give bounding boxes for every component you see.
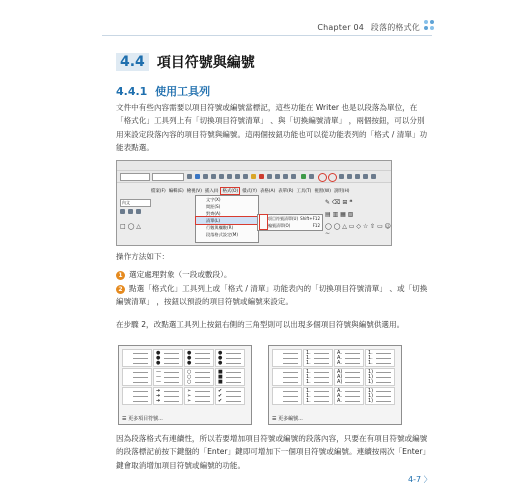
palette-option-none: [272, 387, 302, 405]
list-marker: A): [337, 374, 343, 380]
menu-view: 檢視(V): [186, 189, 202, 194]
list-marker: ■: [218, 369, 223, 375]
palette-option: [334, 387, 364, 405]
menu-file: 檔案(F): [151, 189, 166, 194]
palette-option: [303, 368, 333, 386]
dropdown-paragraph: 在步驟 2，改點選工具列上按鈕右側的三角型則可以出現多個項目符號與編號供選用。: [116, 320, 405, 329]
list-marker: ●: [218, 360, 223, 366]
step-number: 2: [116, 285, 125, 294]
step-number: 1: [116, 271, 125, 280]
list-marker: 1.: [368, 350, 373, 356]
palette-option: [365, 349, 395, 367]
menu-window: 視窗(W): [314, 189, 331, 194]
list-marker: 1): [368, 369, 374, 375]
toolbar-screenshot: [116, 160, 392, 246]
menu-edit: 編輯(E): [168, 189, 184, 194]
palette-option: [184, 368, 214, 386]
bullet-toggle-highlight: [318, 173, 327, 182]
palette-option: [215, 368, 245, 386]
list-marker: ○: [187, 369, 192, 375]
list-marker: 1.: [306, 379, 311, 385]
list-marker: 1): [368, 388, 374, 394]
list-marker: 1.: [306, 350, 311, 356]
list-marker: ●: [156, 350, 161, 356]
section-heading: [116, 52, 255, 72]
palette-option-none: [122, 349, 152, 367]
palette-option: [153, 368, 183, 386]
list-marker: ○: [187, 374, 192, 380]
list-marker: 1.: [306, 374, 311, 380]
menu-help: 說明(H): [333, 189, 350, 194]
drawing-toolbar-left: □ ◯ △: [120, 223, 141, 230]
drawing-icons-row-2: ▤ ▥ ▦ ▧: [325, 211, 354, 218]
numbering-grid: [272, 349, 395, 405]
step-text: 點選「格式化」工具列上或「格式 / 清單」功能表內的「切換項目符號清單」 、或「切換編號清單」 ，按鈕以預設的項目符號或編號來設定。: [116, 284, 428, 307]
step-2: [116, 282, 428, 309]
format-toolbar: [117, 171, 391, 183]
palette-option-none: [272, 349, 302, 367]
subsection-heading: [116, 83, 210, 99]
palette-option: [184, 387, 214, 405]
list-marker: ○: [187, 379, 192, 385]
list-marker: ●: [218, 350, 223, 356]
palette-option: [303, 387, 333, 405]
list-marker: —: [156, 379, 161, 385]
list-marker: —: [156, 374, 161, 380]
list-marker: 1.: [306, 369, 311, 375]
palette-option-none: [122, 368, 152, 386]
palette-option: [365, 387, 395, 405]
list-marker: 1): [368, 374, 374, 380]
list-marker: ●: [156, 360, 161, 366]
submenu-highlight: [259, 214, 268, 230]
page-number: 4-7 〉: [408, 475, 432, 484]
list-marker: ✔: [218, 398, 223, 404]
list-marker: 1.: [306, 393, 311, 399]
list-marker: ■: [218, 374, 223, 380]
menu-tools: 工具(T): [296, 189, 312, 194]
menu-item-align: 對齊(A): [206, 211, 221, 216]
list-marker: 1.: [368, 355, 373, 361]
list-marker: ■: [218, 379, 223, 385]
palette-option: [215, 387, 245, 405]
chapter-dots-icon: [424, 20, 436, 32]
drawing-shapes: ◯ ◯ △ ▭ ◇ ☆ ⇧ ▭ ☺ ∼: [325, 223, 391, 237]
submenu-bullets: 項目符號清單(U) Shift+F12: [268, 216, 320, 221]
palette-option: [303, 349, 333, 367]
list-marker: 1): [368, 379, 374, 385]
list-marker: A.: [337, 360, 342, 366]
submenu-numbering: 編號清單(O) F12: [268, 223, 320, 228]
palette-option-none: [272, 368, 302, 386]
header-rule: [102, 35, 432, 36]
menu-form: 表單(R): [278, 189, 294, 194]
list-marker: ✔: [218, 393, 223, 399]
bullet-grid: [122, 349, 245, 405]
closing-paragraph: 因為段落格式有連續性，所以若要增加項目符號或編號的段落內容，只要在有項目符號或編號的段落標記前按下鍵盤的「Enter」鍵即可增加下一個項目符號或編號。連續按兩次「Enter」鍵會取消增加項目符號或編號的功能。: [116, 434, 428, 470]
menu-item-paragraph: 段落格式設定(M): [206, 232, 239, 237]
menu-item-spacing: 間距(S): [206, 204, 221, 209]
palette-option: [153, 387, 183, 405]
style-box: 內文: [120, 199, 151, 207]
list-marker: 1): [368, 398, 374, 404]
menu-item-text: 文字(X): [206, 197, 221, 202]
format-menu-dropdown: [195, 195, 259, 243]
palette-option: [184, 349, 214, 367]
list-marker: 1): [368, 393, 374, 399]
list-marker: A): [337, 379, 343, 385]
list-marker: ➔: [156, 393, 161, 399]
list-marker: A.: [337, 393, 342, 399]
list-marker: ➢: [187, 388, 192, 394]
list-marker: ●: [187, 355, 192, 361]
palette-option: [334, 368, 364, 386]
menu-bar: [151, 188, 349, 194]
bullet-palette: [118, 345, 252, 425]
numbering-palette: [268, 345, 402, 425]
title-bar: [117, 161, 391, 171]
more-numbering-option: ☰ 更多編號...: [272, 416, 303, 422]
chapter-header: [317, 22, 420, 33]
list-marker: 1.: [368, 360, 373, 366]
list-marker: ➔: [156, 388, 161, 394]
list-marker: A): [337, 369, 343, 375]
menu-item-lists: 清單(L): [196, 217, 258, 224]
subsection-number: 4.4.1: [116, 85, 148, 98]
intro-paragraph: 文件中有些內容需要以項目符號或編號當標記，這些功能在 Writer 也是以段落為單位，在「格式化」工具列上有「切換項目符號清單」 、與「切換編號清單」 ，兩個按鈕，可以分別用來設定段落內容的項目符號與編號。這兩個按鈕功能也可以從功能表列的「格式 / 清單」功能表點選。: [116, 103, 428, 153]
more-bullets-option: ☰ 更多項目符號...: [122, 416, 163, 422]
chapter-title: 段落的格式化: [370, 23, 420, 32]
list-marker: ●: [156, 355, 161, 361]
section-number: 4.4: [116, 53, 149, 71]
list-marker: 1.: [306, 388, 311, 394]
menu-format: 格式(O): [222, 189, 239, 194]
menu-insert: 插入(I): [204, 189, 219, 194]
list-marker: 1.: [306, 355, 311, 361]
drawing-icons-row-1: ✎ ⌫ ⊞ ❝: [325, 199, 353, 206]
list-marker: 1.: [306, 360, 311, 366]
palette-option: [215, 349, 245, 367]
palette-option-none: [122, 387, 152, 405]
list-marker: A.: [337, 350, 342, 356]
palette-option: [365, 368, 395, 386]
list-marker: ●: [187, 350, 192, 356]
section-title: 項目符號與編號: [156, 55, 255, 71]
chapter-label: Chapter 04: [317, 23, 365, 32]
list-marker: ➢: [187, 398, 192, 404]
list-marker: ●: [187, 360, 192, 366]
palette-option: [334, 349, 364, 367]
list-marker: ●: [218, 355, 223, 361]
steps-intro: 操作方法如下：: [116, 252, 170, 261]
subsection-title: 使用工具列: [155, 85, 211, 98]
list-marker: A.: [337, 388, 342, 394]
list-marker: —: [156, 369, 161, 375]
menu-table: 表格(A): [260, 189, 276, 194]
list-marker: 1.: [306, 398, 311, 404]
list-marker: ➔: [156, 398, 161, 404]
list-marker: A.: [337, 398, 342, 404]
step-text: 選定處理對象（一段或數段）。: [129, 270, 232, 279]
menu-styles: 樣式(Y): [242, 189, 258, 194]
list-marker: ✔: [218, 388, 223, 394]
list-marker: ➢: [187, 393, 192, 399]
numbering-toggle-highlight: [328, 173, 337, 182]
step-1: [116, 268, 428, 281]
list-marker: A.: [337, 355, 342, 361]
menu-item-columns: 行數與欄數(R): [206, 225, 234, 230]
palette-option: [153, 349, 183, 367]
